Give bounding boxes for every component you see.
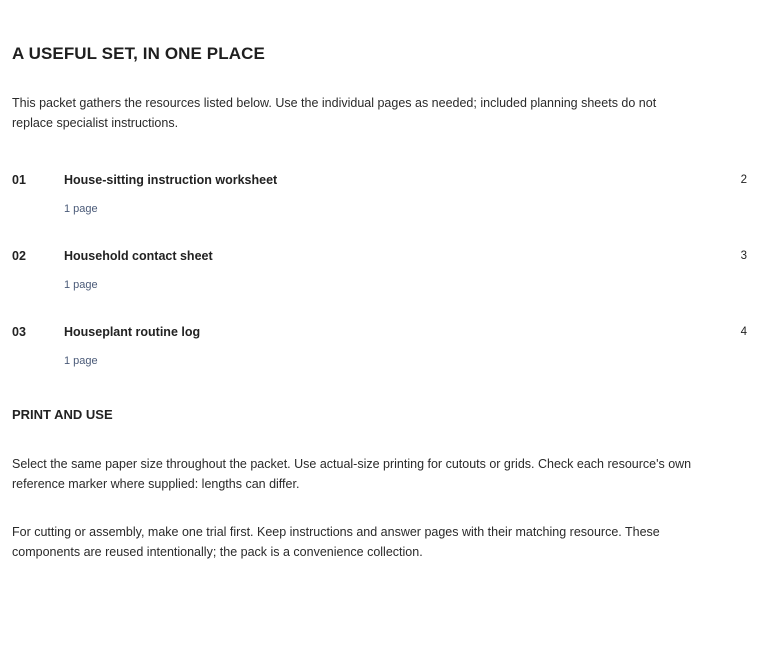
contents-item — [12, 246, 748, 322]
contents-item — [12, 322, 748, 398]
print-section-heading: PRINT AND USE — [12, 407, 113, 422]
contents-item-page-number: 4 — [740, 326, 747, 338]
contents-list — [12, 170, 748, 398]
contents-item-page-number: 3 — [740, 250, 747, 262]
contents-item-title: House-sitting instruction worksheet — [64, 173, 278, 187]
intro-paragraph: This packet gathers the resources listed below. Use the individual pages as needed; included planning sheets do not replace specialist instructions. — [12, 96, 657, 130]
contents-item-page-count: 1 page — [64, 203, 98, 215]
contents-item-title: Household contact sheet — [64, 249, 213, 263]
contents-item-title: Houseplant routine log — [64, 325, 201, 339]
contents-item-page-number: 2 — [740, 174, 747, 186]
page-title: A USEFUL SET, IN ONE PLACE — [12, 44, 265, 63]
contents-item-number: 03 — [12, 325, 26, 339]
contents-item-page-count: 1 page — [64, 279, 98, 291]
contents-item — [12, 170, 748, 246]
print-paragraph: Select the same paper size throughout the packet. Use actual-size printing for cutouts or grids. Check each resource's own reference marker where supplied: lengths can differ. — [12, 457, 692, 491]
print-paragraph: For cutting or assembly, make one trial first. Keep instructions and answer pages with their matching resource. These components are reused intentionally; the pack is a convenience collection. — [12, 525, 660, 559]
contents-item-number: 02 — [12, 249, 26, 263]
contents-item-number: 01 — [12, 173, 26, 187]
contents-item-page-count: 1 page — [64, 355, 98, 367]
